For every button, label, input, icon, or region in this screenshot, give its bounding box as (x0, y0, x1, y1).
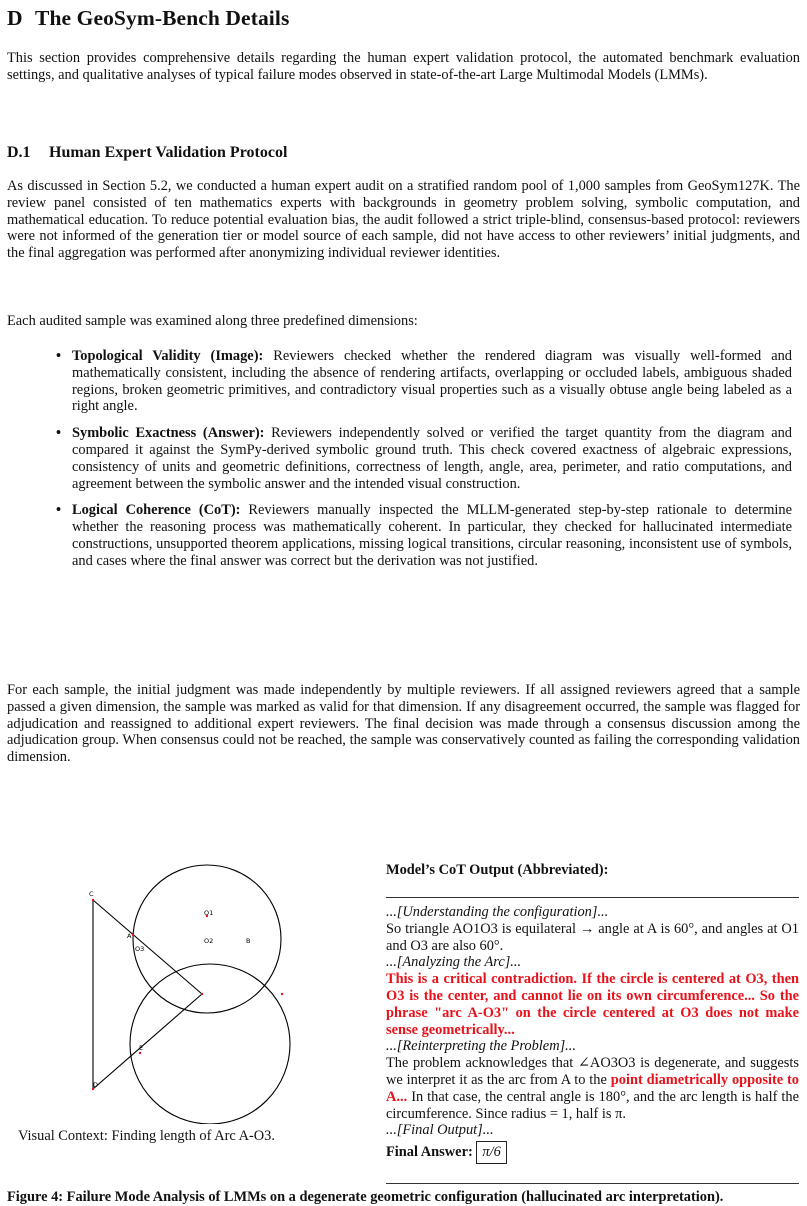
dimension-text: Reviewers independently solved or verified the target quantity from the diagram and compared it against the SymPy-derived symbolic ground truth. This check covered exactness of algebraic expressions, consistency of units and geometric definitions, correctness of length, angle, area, perimeter, and ratio computations, and agreement between the symbolic answer and the intended visual construction. (72, 425, 792, 492)
section-number: D (7, 6, 23, 30)
final-answer-label: Final Answer: (386, 1144, 473, 1161)
dimension-name: Symbolic Exactness (Answer): (72, 425, 265, 442)
point-label-d: D (93, 1081, 99, 1089)
dimension-text: Reviewers manually inspected the MLLM-generated step-by-step rationale to determine whether the reasoning process was mathematically coherent. In particular, they checked for hallucinated intermediate constructions, unsupported theorem applications, missing logical transitions, circular reasoning, inconsistent use of symbols, and cases where the final answer was correct but the derivation was not justified. (72, 502, 792, 569)
point-label-e: E (139, 1044, 144, 1052)
final-answer-line (386, 1141, 799, 1164)
segment-d-o2 (93, 994, 202, 1089)
paragraph-adjudication: For each sample, the initial judgment was made independently by multiple reviewers. If all assigned reviewers agreed that a sample passed a given dimension, the sample was marked as valid for that dimension. If any disagreement occurred, the sample was flagged for adjudication and reassigned to additional expert reviewers. The final decision was made through a consensus discussion among the adjudication group. When consensus could not be reached, the sample was conservatively counted as failing the corresponding validation dimension. (7, 682, 800, 766)
geometry-diagram (7, 784, 369, 1124)
dimension-item: • Topological Validity (Image): Reviewers checked whether the rendered diagram was visually well-formed and mathematically consistent, including the absence of rendering artifacts, overlapping or occluded labels, ambiguous shaded regions, broken geometric primitives, and contradictory visual properties such as a visually obtuse angle being labeled as a right angle. (56, 348, 792, 415)
cot-step-text: So triangle AO1O3 is equilateral → angle at A is 60°, and angles at O1 and O3 are also 60°. (386, 920, 799, 954)
cot-output (386, 904, 799, 1164)
subsection-title: Human Expert Validation Protocol (49, 144, 288, 161)
point-label-b: B (246, 937, 251, 945)
subsection-heading (7, 144, 287, 162)
point-label-o1: O1 (204, 909, 214, 917)
point-label-a: A (127, 932, 132, 940)
geometry-figure (7, 784, 369, 1184)
dimension-item: • Logical Coherence (CoT): Reviewers manually inspected the MLLM-generated step-by-step rationale to determine whether the reasoning process was mathematically coherent. In particular, they checked for hallucinated intermediate constructions, unsupported theorem applications, missing logical transitions, circular reasoning, inconsistent use of symbols, and cases where the final answer was correct but the derivation was not justified. (56, 502, 792, 569)
cot-step-tag: ...[Final Output]... (386, 1122, 494, 1139)
circle-o2 (130, 964, 290, 1124)
segment-ca-o2 (93, 900, 202, 994)
figure-caption: Figure 4: Failure Mode Analysis of LMMs on a degenerate geometric configuration (hallucinated arc interpretation). (7, 1189, 724, 1205)
section-intro: This section provides comprehensive details regarding the human expert validation protocol, the automated benchmark evaluation settings, and qualitative analyses of typical failure modes observed in state-of-the-art Large Multimodal Models (LMMs). (7, 50, 800, 83)
point-label-o2: O2 (204, 937, 214, 945)
dimension-item: • Symbolic Exactness (Answer): Reviewers independently solved or verified the target quantity from the diagram and compared it against the SymPy-derived symbolic ground truth. This check covered exactness of algebraic expressions, consistency of units and geometric definitions, correctness of length, angle, area, perimeter, and ratio computations, and agreement between the symbolic answer and the intended visual construction. (56, 425, 792, 492)
cot-contradiction-text: This is a critical contradiction. If the circle is centered at O3, then O3 is the center, and cannot lie on its own circumference... So the phrase "arc A-O3" on the circle centered at O3 does not make sense geometrically... (386, 971, 799, 1038)
section-heading (7, 6, 289, 31)
cot-highlight-text: point diametrically opposite to A... (386, 1071, 799, 1105)
cot-step-tag: ...[Reinterpreting the Problem]... (386, 1038, 576, 1055)
dimension-name: Topological Validity (Image): (72, 348, 264, 364)
cot-title: Model’s CoT Output (Abbreviated): (386, 862, 609, 878)
cot-step-text: The problem acknowledges that ∠AO3O3 is degenerate, and suggests we interpret it as the arc from A to the (386, 1055, 799, 1088)
dimension-list (56, 348, 792, 580)
dimension-text: Reviewers checked whether the rendered diagram was visually well-formed and mathematically consistent, including the absence of rendering artifacts, overlapping or occluded labels, ambiguous shaded regions, broken geometric primitives, and contradictory visual properties such as a visually obtuse angle being labeled as a right angle. (72, 348, 792, 415)
figure-left-caption: Visual Context: Finding length of Arc A-O3. (18, 1128, 275, 1144)
dimension-name: Logical Coherence (CoT): (72, 502, 241, 519)
subsection-number: D.1 (7, 144, 31, 161)
cot-reinterpret-paragraph (386, 1055, 799, 1122)
cot-step-tag: ...[Analyzing the Arc]... (386, 954, 522, 971)
point-label-o3: O3 (135, 945, 145, 953)
final-answer-box: π/6 (476, 1141, 506, 1164)
cot-step-text: In that case, the central angle is 180°, and the arc length is half the circumference. Since radius = 1, half is π. (386, 1088, 799, 1122)
cot-bottom-rule (386, 1183, 799, 1184)
cot-step-tag: ...[Understanding the configuration]... (386, 904, 609, 920)
point-label-c: C (89, 890, 94, 898)
paragraph-dimensions-intro: Each audited sample was examined along three predefined dimensions: (7, 313, 418, 329)
paragraph-audit: As discussed in Section 5.2, we conducted a human expert audit on a stratified random pool of 1,000 samples from GeoSym127K. The review panel consisted of ten mathematics experts with backgrounds in geometry problem solving, symbolic computation, and mathematical education. To reduce potential evaluation bias, the audit followed a strict triple-blind, consensus-based protocol: reviewers were not informed of the generation tier or model source of each sample, did not have access to other reviewers’ initial judgments, and the final aggregation was performed after anonymizing individual reviewer identities. (7, 178, 800, 262)
section-title: The GeoSym-Bench Details (35, 6, 290, 30)
cot-top-rule (386, 897, 799, 898)
